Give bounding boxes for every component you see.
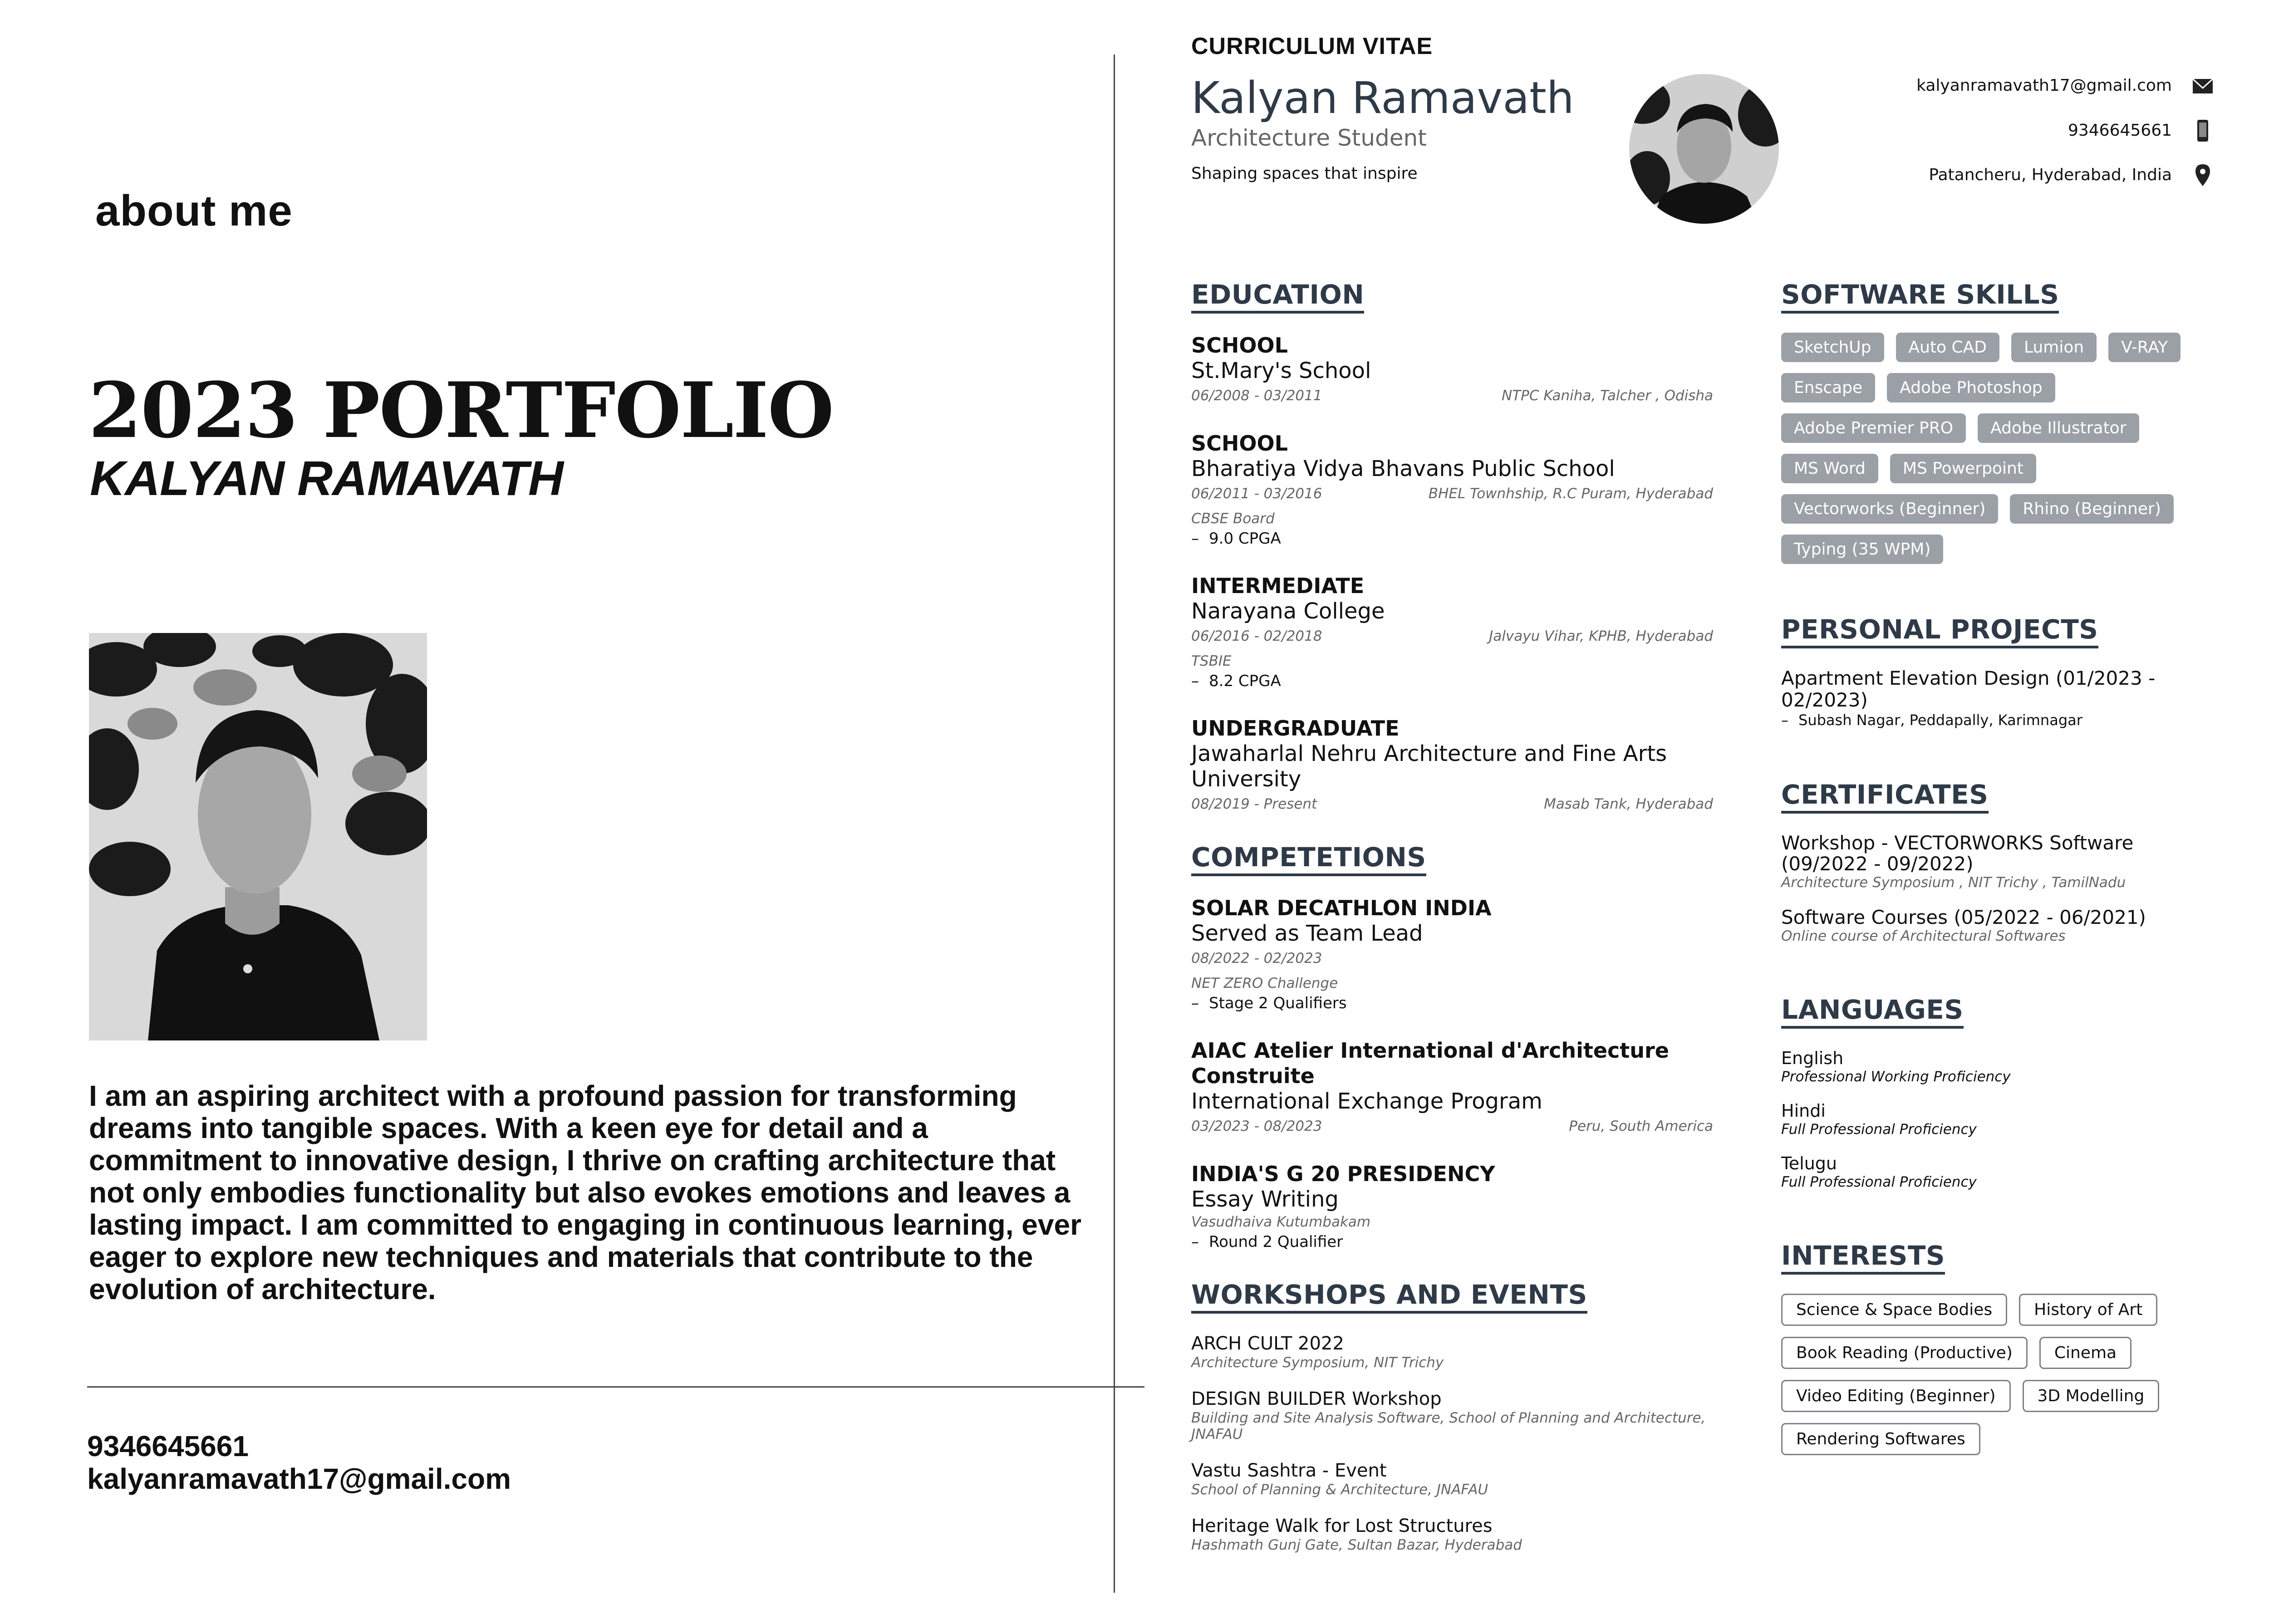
- workshop-item: [1191, 1333, 1713, 1371]
- avatar: [1629, 74, 1779, 224]
- skill-tag: Lumion: [2011, 333, 2097, 362]
- cv-right-column: [1781, 279, 2212, 1455]
- certificates-section: [1781, 779, 2212, 944]
- entry-type: SCHOOL: [1191, 333, 1288, 358]
- certificate-name: Software Courses (05/2022 - 06/2021): [1781, 906, 2146, 928]
- entry-sub: NET ZERO Challenge: [1191, 975, 1338, 991]
- interests-heading: INTERESTS: [1781, 1240, 1945, 1275]
- header-location: Patancheru, Hyderabad, India: [1929, 166, 2172, 184]
- entry-dates: 06/2016 - 02/2018: [1191, 628, 1322, 644]
- interest-tag: Video Editing (Beginner): [1781, 1380, 2011, 1412]
- interest-tag: Book Reading (Productive): [1781, 1337, 2028, 1369]
- project-location: – Subash Nagar, Peddapally, Karimnagar: [1781, 711, 2212, 729]
- skill-tag: MS Powerpoint: [1890, 454, 2036, 483]
- language-item: [1781, 1100, 2212, 1138]
- entry-place: BHEL Townhship, R.C Puram, Hyderabad: [1428, 486, 1713, 502]
- certificate-item: [1781, 833, 2212, 891]
- portfolio-name: KALYAN RAMAVATH: [90, 451, 563, 505]
- interest-tag: Rendering Softwares: [1781, 1423, 1980, 1455]
- interest-tag: History of Art: [2019, 1294, 2157, 1326]
- cv-tagline: Shaping spaces that inspire: [1191, 164, 1418, 183]
- language-name: Hindi: [1781, 1101, 1826, 1121]
- interest-tag: Cinema: [2039, 1337, 2131, 1369]
- software-tags: [1781, 333, 2190, 564]
- languages-heading: LANGUAGES: [1781, 994, 1964, 1029]
- workshop-name: Vastu Sashtra - Event: [1191, 1460, 1387, 1481]
- about-heading: about me: [95, 186, 293, 235]
- language-name: Telugu: [1781, 1153, 1837, 1173]
- entry-type: SCHOOL: [1191, 431, 1288, 456]
- portfolio-title: 2023 PORTFOLIO: [88, 365, 834, 455]
- workshop-name: Heritage Walk for Lost Structures: [1191, 1516, 1493, 1536]
- workshop-name: ARCH CULT 2022: [1191, 1333, 1344, 1354]
- language-item: [1781, 1048, 2212, 1085]
- entry-place: Masab Tank, Hyderabad: [1544, 796, 1713, 812]
- portrait-photo: [89, 633, 427, 1040]
- envelope-icon: [2191, 74, 2215, 98]
- education-heading: EDUCATION: [1191, 279, 1364, 314]
- certificate-item: [1781, 907, 2212, 944]
- certificates-heading: CERTIFICATES: [1781, 779, 1989, 814]
- entry-name: St.Mary's School: [1191, 358, 1371, 383]
- entry-bullet: – 9.0 CPGA: [1191, 529, 1713, 549]
- skill-tag: SketchUp: [1781, 333, 1884, 362]
- education-entry: [1191, 716, 1713, 814]
- entry-name: International Exchange Program: [1191, 1089, 1542, 1114]
- certificate-sub: Architecture Symposium , NIT Trichy , TamilNadu: [1781, 874, 2126, 891]
- language-level: Full Professional Proficiency: [1781, 1174, 1977, 1190]
- skill-tag: Rhino (Beginner): [2010, 494, 2174, 524]
- workshop-sub: Building and Site Analysis Software, School of Planning and Architecture, JNAFAU: [1191, 1410, 1706, 1442]
- workshop-name: DESIGN BUILDER Workshop: [1191, 1388, 1442, 1409]
- skill-tag: Enscape: [1781, 373, 1875, 402]
- competition-entry: [1191, 1161, 1713, 1252]
- workshop-item: [1191, 1388, 1713, 1442]
- workshop-sub: Hashmath Gunj Gate, Sultan Bazar, Hyderabad: [1191, 1537, 1522, 1553]
- competitions-section: [1191, 842, 1713, 1252]
- header-phone[interactable]: 9346645661: [2068, 121, 2172, 140]
- skill-tag: Typing (35 WPM): [1781, 535, 1943, 564]
- workshop-sub: School of Planning & Architecture, JNAFAU: [1191, 1482, 1488, 1498]
- skill-tag: V-RAY: [2108, 333, 2181, 362]
- workshop-item: [1191, 1515, 1713, 1553]
- competition-entry: [1191, 1038, 1713, 1137]
- competitions-heading: COMPETETIONS: [1191, 842, 1426, 876]
- entry-type: INTERMEDIATE: [1191, 574, 1365, 598]
- entry-dates: 08/2019 - Present: [1191, 796, 1317, 812]
- interest-tag: Science & Space Bodies: [1781, 1294, 2007, 1326]
- entry-sub: CBSE Board: [1191, 510, 1275, 527]
- interest-tag: 3D Modelling: [2023, 1380, 2160, 1412]
- education-entry: [1191, 333, 1713, 406]
- entry-type: AIAC Atelier International d'Architecture Construite: [1191, 1038, 1669, 1088]
- entry-name: Essay Writing: [1191, 1187, 1339, 1212]
- interests-section: [1781, 1240, 2212, 1455]
- education-entry: [1191, 431, 1713, 549]
- cv-left-column: [1191, 279, 1713, 1570]
- divider-horizontal: [87, 1386, 1144, 1388]
- language-item: [1781, 1153, 2212, 1190]
- entry-place: Peru, South America: [1569, 1118, 1713, 1134]
- languages-section: [1781, 994, 2212, 1190]
- entry-type: SOLAR DECATHLON INDIA: [1191, 896, 1492, 920]
- workshops-heading: WORKSHOPS AND EVENTS: [1191, 1279, 1587, 1314]
- entry-name: Narayana College: [1191, 599, 1385, 624]
- competition-entry: [1191, 895, 1713, 1013]
- interest-tags: [1781, 1294, 2190, 1455]
- header-email[interactable]: kalyanramavath17@gmail.com: [1916, 76, 2172, 95]
- project-name: Apartment Elevation Design (01/2023 - 02/2023): [1781, 667, 2156, 711]
- entry-name: Bharatiya Vidya Bhavans Public School: [1191, 456, 1615, 481]
- skill-tag: Adobe Illustrator: [1978, 413, 2139, 443]
- skill-tag: MS Word: [1781, 454, 1878, 483]
- projects-section: [1781, 614, 2212, 729]
- projects-heading: PERSONAL PROJECTS: [1781, 614, 2098, 648]
- entry-dates: 06/2011 - 03/2016: [1191, 486, 1322, 502]
- entry-name: Jawaharlal Nehru Architecture and Fine Arts University: [1191, 741, 1667, 792]
- software-section: [1781, 279, 2212, 564]
- skill-tag: Adobe Premier PRO: [1781, 413, 1966, 443]
- left-email: kalyanramavath17@gmail.com: [87, 1462, 511, 1495]
- phone-icon: [2191, 119, 2215, 142]
- skill-tag: Vectorworks (Beginner): [1781, 494, 1998, 524]
- entry-bullet: – Stage 2 Qualifiers: [1191, 993, 1713, 1013]
- workshops-section: [1191, 1279, 1713, 1553]
- workshop-sub: Architecture Symposium, NIT Trichy: [1191, 1354, 1444, 1371]
- entry-dates: 03/2023 - 08/2023: [1191, 1118, 1322, 1134]
- bio-text: I am an aspiring architect with a profound passion for transforming dreams into tangible spaces. With a keen eye for detail and a commitment to innovative design, I thrive on crafting architecture that not only embodies functionality but also evokes emotions and leaves a lasting impact. I am committed to engaging in continuous learning, ever eager to explore new techniques and materials that contribute to the evolution of architecture.: [89, 1079, 1081, 1305]
- language-level: Professional Working Proficiency: [1781, 1069, 2011, 1085]
- language-name: English: [1781, 1048, 1844, 1068]
- divider-vertical: [1114, 54, 1115, 1593]
- entry-name: Served as Team Lead: [1191, 921, 1423, 946]
- cv-title: CURRICULUM VITAE: [1191, 33, 1433, 59]
- entry-type: INDIA'S G 20 PRESIDENCY: [1191, 1162, 1495, 1186]
- certificate-name: Workshop - VECTORWORKS Software (09/2022 - 09/2022): [1781, 832, 2134, 875]
- education-entry: [1191, 573, 1713, 691]
- entry-bullet: – 8.2 CPGA: [1191, 671, 1713, 691]
- cv-name: Kalyan Ramavath: [1191, 73, 1574, 123]
- entry-sub: Vasudhaiva Kutumbakam: [1191, 1214, 1371, 1230]
- entry-bullet: – Round 2 Qualifier: [1191, 1232, 1713, 1252]
- skill-tag: Auto CAD: [1896, 333, 2000, 362]
- entry-place: Jalvayu Vihar, KPHB, Hyderabad: [1489, 628, 1713, 644]
- cv-role: Architecture Student: [1191, 125, 1427, 151]
- skill-tag: Adobe Photoshop: [1887, 373, 2055, 402]
- language-level: Full Professional Proficiency: [1781, 1121, 1977, 1138]
- entry-sub: TSBIE: [1191, 653, 1232, 669]
- software-heading: SOFTWARE SKILLS: [1781, 279, 2059, 314]
- entry-place: NTPC Kaniha, Talcher , Odisha: [1502, 388, 1713, 404]
- entry-dates: 06/2008 - 03/2011: [1191, 388, 1322, 404]
- education-section: [1191, 279, 1713, 814]
- location-pin-icon: [2191, 163, 2215, 187]
- left-phone: 9346645661: [87, 1430, 249, 1462]
- workshop-item: [1191, 1460, 1713, 1498]
- entry-type: UNDERGRADUATE: [1191, 716, 1400, 741]
- certificate-sub: Online course of Architectural Softwares: [1781, 928, 2066, 944]
- entry-dates: 08/2022 - 02/2023: [1191, 950, 1322, 967]
